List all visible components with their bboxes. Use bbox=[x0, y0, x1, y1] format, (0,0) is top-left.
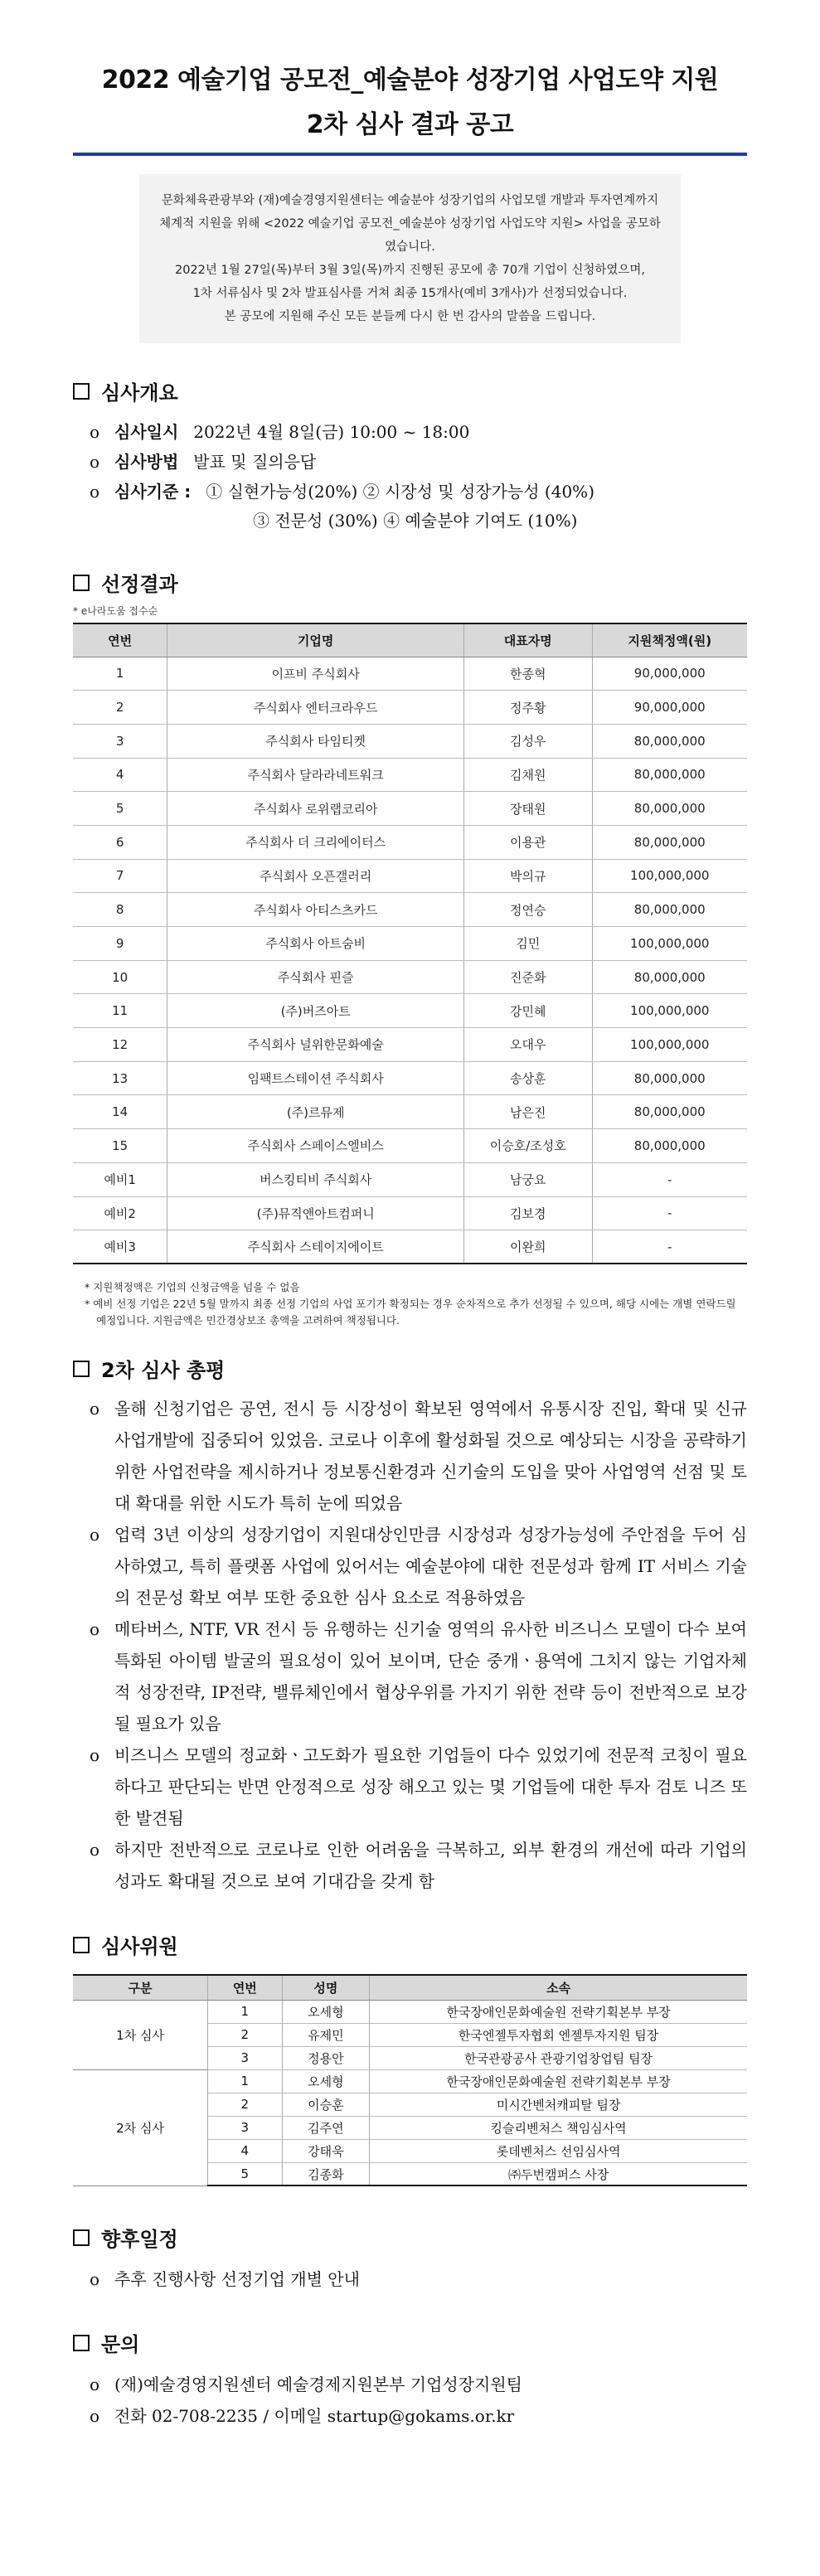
table-row bbox=[73, 657, 747, 691]
company-name: 주식회사 로위랩코리아 bbox=[167, 792, 464, 826]
funding-amount: 80,000,000 bbox=[592, 758, 747, 792]
member-affiliation: 한국관광공사 관광기업창업팀 팀장 bbox=[370, 2046, 747, 2069]
funding-amount: 80,000,000 bbox=[592, 1061, 747, 1095]
funding-amount: - bbox=[592, 1230, 747, 1264]
results-table bbox=[73, 623, 747, 1264]
criteria-line-2: ③ 전문성 (30%) ④ 예술분야 기여도 (10%) bbox=[253, 511, 578, 531]
representative-name: 장태원 bbox=[464, 792, 592, 826]
overview-item bbox=[90, 477, 747, 507]
review-round: 2차 심사 bbox=[73, 2069, 208, 2185]
member-name: 정용안 bbox=[282, 2046, 370, 2069]
column-header: 연번 bbox=[208, 1975, 282, 2000]
funding-amount: 90,000,000 bbox=[592, 657, 747, 691]
funding-amount: 80,000,000 bbox=[592, 960, 747, 994]
representative-name: 김보경 bbox=[464, 1196, 592, 1230]
row-number: 9 bbox=[73, 927, 167, 961]
overview-item bbox=[90, 447, 747, 477]
member-name: 유제민 bbox=[282, 2023, 370, 2046]
representative-name: 김채원 bbox=[464, 758, 592, 792]
row-number: 예비3 bbox=[73, 1230, 167, 1264]
funding-amount: 80,000,000 bbox=[592, 1129, 747, 1163]
row-number: 6 bbox=[73, 825, 167, 859]
company-name: 주식회사 엔터크라우드 bbox=[167, 691, 464, 725]
section-heading-overview bbox=[73, 376, 747, 405]
representative-name: 한종혁 bbox=[464, 657, 592, 691]
contact-item bbox=[90, 2369, 747, 2400]
overview-list bbox=[73, 417, 747, 535]
table-row bbox=[73, 994, 747, 1028]
bullet-mark: o bbox=[90, 422, 100, 442]
section-heading-text: 선정결과 bbox=[101, 573, 178, 596]
member-number: 5 bbox=[208, 2162, 282, 2185]
representative-name: 정연승 bbox=[464, 893, 592, 927]
intro-line: 문화체육관광부와 (재)예술경영지원센터는 예술분야 성장기업의 사업모델 개발과 투자연계까지 bbox=[161, 194, 659, 207]
company-name: 주식회사 아티스츠카드 bbox=[167, 893, 464, 927]
overview-value: ① 실현가능성(20%) ② 시장성 및 성장가능성 (40%) bbox=[206, 482, 594, 502]
company-name: (주)뮤직앤아트컴퍼니 bbox=[167, 1196, 464, 1230]
member-name: 오세형 bbox=[282, 2069, 370, 2093]
table-row bbox=[73, 1162, 747, 1196]
table-header-row bbox=[73, 623, 747, 657]
company-name: 버스킹티비 주식회사 bbox=[167, 1162, 464, 1196]
representative-name: 오대우 bbox=[464, 1028, 592, 1062]
table-row bbox=[73, 960, 747, 994]
member-affiliation: 미시간벤처캐피탈 팀장 bbox=[370, 2093, 747, 2116]
committee-table-body bbox=[73, 2000, 747, 2185]
funding-amount: 80,000,000 bbox=[592, 893, 747, 927]
row-number: 7 bbox=[73, 859, 167, 893]
checkbox-square-icon bbox=[73, 2335, 90, 2351]
funding-amount: 100,000,000 bbox=[592, 859, 747, 893]
company-name: 주식회사 핀즐 bbox=[167, 960, 464, 994]
representative-name: 김성우 bbox=[464, 724, 592, 758]
table-row bbox=[73, 1061, 747, 1095]
row-number: 1 bbox=[73, 657, 167, 691]
review-list bbox=[73, 1393, 747, 1897]
company-name: 주식회사 타임티켓 bbox=[167, 724, 464, 758]
review-item bbox=[90, 1519, 747, 1613]
column-header: 구분 bbox=[73, 1975, 208, 2000]
table-row bbox=[73, 2069, 747, 2093]
company-name: 주식회사 오픈갤러리 bbox=[167, 859, 464, 893]
bullet-mark: o bbox=[90, 2269, 100, 2290]
table-row bbox=[73, 1129, 747, 1163]
review-item bbox=[90, 1613, 747, 1739]
row-number: 3 bbox=[73, 724, 167, 758]
funding-amount: 100,000,000 bbox=[592, 927, 747, 961]
review-text: 올해 신청기업은 공연, 전시 등 시장성이 확보된 영역에서 유통시장 진입, 확대 및 신규사업개발에 집중되어 있었음. 코로나 이후에 활성화될 것으로 예상되는 시장을 공략하기 위한 사업전략을 제시하거나 정보통신환경과 신기술의 도입을 맞아 사업영역 선점 및 토대 확대를 위한 시도가 특히 눈에 띄었음 bbox=[114, 1399, 747, 1514]
bullet-mark: o bbox=[90, 482, 100, 502]
representative-name: 강민혜 bbox=[464, 994, 592, 1028]
section-heading-text: 문의 bbox=[101, 2333, 140, 2357]
results-note: * e나라도움 접수순 bbox=[73, 605, 158, 617]
overview-label: 심사기준 : bbox=[114, 482, 192, 502]
contact-list bbox=[73, 2369, 747, 2432]
table-row bbox=[73, 825, 747, 859]
intro-box bbox=[139, 174, 681, 343]
table-row bbox=[73, 1230, 747, 1264]
member-affiliation: ㈜두번캠퍼스 사장 bbox=[370, 2162, 747, 2185]
company-name: 주식회사 스테이지에이트 bbox=[167, 1230, 464, 1264]
column-header: 지원책정액(원) bbox=[592, 623, 747, 657]
review-text: 비즈니스 모델의 정교화ㆍ고도화가 필요한 기업들이 다수 있었기에 전문적 코칭이 필요하다고 판단되는 반면 안정적으로 성장 해오고 있는 몇 기업들에 대한 투자 검토 니즈 또한 발견됨 bbox=[114, 1745, 747, 1829]
schedule-list bbox=[73, 2263, 747, 2295]
overview-label: 심사일시 bbox=[114, 422, 179, 442]
member-number: 3 bbox=[208, 2116, 282, 2139]
row-number: 12 bbox=[73, 1028, 167, 1062]
table-row bbox=[73, 792, 747, 826]
company-name: (주)르뮤제 bbox=[167, 1095, 464, 1129]
representative-name: 이용관 bbox=[464, 825, 592, 859]
representative-name: 정주황 bbox=[464, 691, 592, 725]
section-heading-contact bbox=[73, 2328, 747, 2357]
bullet-mark: o bbox=[90, 1525, 100, 1545]
review-item bbox=[90, 1834, 747, 1897]
column-header: 연번 bbox=[73, 623, 167, 657]
row-number: 10 bbox=[73, 960, 167, 994]
member-number: 1 bbox=[208, 2000, 282, 2023]
table-row bbox=[73, 893, 747, 927]
table-row bbox=[73, 1196, 747, 1230]
results-table-body bbox=[73, 657, 747, 1264]
member-affiliation: 한국장애인문화예술원 전략기획본부 부장 bbox=[370, 2069, 747, 2093]
row-number: 14 bbox=[73, 1095, 167, 1129]
checkbox-square-icon bbox=[73, 1361, 90, 1377]
funding-amount: 80,000,000 bbox=[592, 724, 747, 758]
page-title: 2022 예술기업 공모전_예술분야 성장기업 사업도약 지원 bbox=[101, 65, 719, 95]
table-row bbox=[73, 2000, 747, 2023]
intro-line: 체계적 지원을 위해 <2022 예술기업 공모전_예술분야 성장기업 사업도약 지원> 사업을 공모하였습니다. bbox=[159, 217, 661, 254]
column-header: 성명 bbox=[282, 1975, 370, 2000]
page-subtitle: 2차 심사 결과 공고 bbox=[306, 110, 514, 139]
company-name: 주식회사 더 크리에이터스 bbox=[167, 825, 464, 859]
member-name: 이승훈 bbox=[282, 2093, 370, 2116]
bullet-mark: o bbox=[90, 1745, 100, 1766]
column-header: 대표자명 bbox=[464, 623, 592, 657]
section-heading-review bbox=[73, 1354, 747, 1383]
table-row bbox=[73, 724, 747, 758]
intro-line: 2022년 1월 27일(목)부터 3월 3일(목)까지 진행된 공모에 총 70개 기업이 신청하였으며, bbox=[174, 264, 645, 277]
representative-name: 이완희 bbox=[464, 1230, 592, 1264]
member-affiliation: 킹슬리벤처스 책임심사역 bbox=[370, 2116, 747, 2139]
checkbox-square-icon bbox=[73, 2229, 90, 2246]
funding-amount: 80,000,000 bbox=[592, 825, 747, 859]
committee-table bbox=[73, 1974, 747, 2186]
member-name: 김종화 bbox=[282, 2162, 370, 2185]
member-number: 2 bbox=[208, 2093, 282, 2116]
review-item bbox=[90, 1393, 747, 1519]
member-name: 김주연 bbox=[282, 2116, 370, 2139]
intro-line: 본 공모에 지원해 주신 모든 분들께 다시 한 번 감사의 말씀을 드립니다. bbox=[224, 310, 596, 323]
funding-amount: 90,000,000 bbox=[592, 691, 747, 725]
representative-name: 이승호/조성호 bbox=[464, 1129, 592, 1163]
checkbox-square-icon bbox=[73, 1937, 90, 1953]
schedule-text: 추후 진행사항 선정기업 개별 안내 bbox=[114, 2269, 360, 2290]
row-number: 13 bbox=[73, 1061, 167, 1095]
review-round: 1차 심사 bbox=[73, 2000, 208, 2069]
member-affiliation: 한국장애인문화예술원 전략기획본부 부장 bbox=[370, 2000, 747, 2023]
checkbox-square-icon bbox=[73, 383, 90, 400]
overview-value: 2022년 4월 8일(금) 10:00 ~ 18:00 bbox=[193, 422, 470, 442]
company-name: 주식회사 달라라네트워크 bbox=[167, 758, 464, 792]
checkbox-square-icon bbox=[73, 575, 90, 591]
contact-text: 전화 02-708-2235 / 이메일 startup@gokams.or.kr bbox=[114, 2406, 515, 2427]
representative-name: 김민 bbox=[464, 927, 592, 961]
overview-label: 심사방법 bbox=[114, 452, 179, 472]
table-row bbox=[73, 1028, 747, 1062]
company-name: (주)버즈아트 bbox=[167, 994, 464, 1028]
table-row bbox=[73, 1095, 747, 1129]
column-header: 소속 bbox=[370, 1975, 747, 2000]
table-row bbox=[73, 927, 747, 961]
company-name: 주식회사 아트숨비 bbox=[167, 927, 464, 961]
table-header-row bbox=[73, 1975, 747, 2000]
funding-amount: 80,000,000 bbox=[592, 1095, 747, 1129]
section-heading-text: 심사개요 bbox=[101, 381, 178, 405]
schedule-item bbox=[90, 2263, 747, 2295]
funding-amount: - bbox=[592, 1162, 747, 1196]
member-number: 4 bbox=[208, 2139, 282, 2162]
row-number: 8 bbox=[73, 893, 167, 927]
section-heading-text: 2차 심사 총평 bbox=[101, 1359, 226, 1383]
review-text: 하지만 전반적으로 코로나로 인한 어려움을 극복하고, 외부 환경의 개선에 따라 기업의 성과도 확대될 것으로 보여 기대감을 갖게 함 bbox=[114, 1840, 747, 1892]
overview-item bbox=[90, 417, 747, 447]
footnote: * 예비 선정 기업은 22년 5월 말까지 최종 선정 기업의 사업 포기가 확정되는 경우 순차적으로 추가 선정될 수 있으며, 해당 시에는 개별 연락드릴 예정입니다. 지원금액은 민간경상보조 총액을 고려하여 책정됩니다. bbox=[85, 1298, 736, 1327]
bullet-mark: o bbox=[90, 1840, 100, 1860]
member-number: 2 bbox=[208, 2023, 282, 2046]
contact-item bbox=[90, 2400, 747, 2432]
section-heading-text: 향후일정 bbox=[101, 2228, 178, 2252]
row-number: 2 bbox=[73, 691, 167, 725]
intro-line: 1차 서류심사 및 2차 발표심사를 거쳐 최종 15개사(예비 3개사)가 선정되었습니다. bbox=[192, 287, 628, 300]
member-number: 1 bbox=[208, 2069, 282, 2093]
row-number: 4 bbox=[73, 758, 167, 792]
funding-amount: - bbox=[592, 1196, 747, 1230]
section-heading-results bbox=[73, 568, 747, 597]
bullet-mark: o bbox=[90, 2375, 100, 2395]
company-name: 이프비 주식회사 bbox=[167, 657, 464, 691]
row-number: 예비2 bbox=[73, 1196, 167, 1230]
representative-name: 송상훈 bbox=[464, 1061, 592, 1095]
bullet-mark: o bbox=[90, 452, 100, 472]
footnote: * 지원책정액은 기업의 신청금액을 넘을 수 없음 bbox=[85, 1281, 300, 1294]
funding-amount: 100,000,000 bbox=[592, 994, 747, 1028]
review-item bbox=[90, 1739, 747, 1834]
company-name: 임팩트스테이션 주식회사 bbox=[167, 1061, 464, 1095]
member-affiliation: 한국엔젤투자협회 엔젤투자지원 팀장 bbox=[370, 2023, 747, 2046]
representative-name: 남은진 bbox=[464, 1095, 592, 1129]
row-number: 5 bbox=[73, 792, 167, 826]
section-heading-text: 심사위원 bbox=[101, 1935, 178, 1959]
funding-amount: 80,000,000 bbox=[592, 792, 747, 826]
section-heading-committee bbox=[73, 1930, 747, 1959]
member-affiliation: 롯데벤처스 선임심사역 bbox=[370, 2139, 747, 2162]
column-header: 기업명 bbox=[167, 623, 464, 657]
table-row bbox=[73, 859, 747, 893]
title-divider bbox=[73, 153, 747, 156]
row-number: 15 bbox=[73, 1129, 167, 1163]
bullet-mark: o bbox=[90, 1619, 100, 1640]
representative-name: 진준화 bbox=[464, 960, 592, 994]
member-number: 3 bbox=[208, 2046, 282, 2069]
company-name: 주식회사 널위한문화예술 bbox=[167, 1028, 464, 1062]
table-row bbox=[73, 758, 747, 792]
row-number: 11 bbox=[73, 994, 167, 1028]
review-text: 업력 3년 이상의 성장기업이 지원대상인만큼 시장성과 성장가능성에 주안점을 두어 심사하였고, 특히 플랫폼 사업에 있어서는 예술분야에 대한 전문성과 함께 IT 서비스 기술의 전문성 확보 여부 또한 중요한 심사 요소로 적용하였음 bbox=[114, 1525, 747, 1608]
member-name: 오세형 bbox=[282, 2000, 370, 2023]
representative-name: 박의규 bbox=[464, 859, 592, 893]
contact-text: (재)예술경영지원센터 예술경제지원본부 기업성장지원팀 bbox=[114, 2375, 522, 2395]
company-name: 주식회사 스페이스엘비스 bbox=[167, 1129, 464, 1163]
results-footnotes bbox=[73, 1279, 747, 1329]
section-heading-schedule bbox=[73, 2223, 747, 2252]
title-block bbox=[73, 58, 747, 156]
bullet-mark: o bbox=[90, 2406, 100, 2427]
row-number: 예비1 bbox=[73, 1162, 167, 1196]
overview-value: 발표 및 질의응답 bbox=[193, 452, 317, 472]
funding-amount: 100,000,000 bbox=[592, 1028, 747, 1062]
review-text: 메타버스, NTF, VR 전시 등 유행하는 신기술 영역의 유사한 비즈니스 모델이 다수 보여 특화된 아이템 발굴의 필요성이 있어 보이며, 단순 중개ㆍ용역에 그치지 않는 기업자체적 성장전략, IP전략, 밸류체인에서 협상우위를 가지기 위한 전략 등이 전반적으로 보강될 필요가 있음 bbox=[114, 1619, 747, 1734]
member-name: 강태욱 bbox=[282, 2139, 370, 2162]
bullet-mark: o bbox=[90, 1399, 100, 1419]
table-row bbox=[73, 691, 747, 725]
representative-name: 남궁요 bbox=[464, 1162, 592, 1196]
